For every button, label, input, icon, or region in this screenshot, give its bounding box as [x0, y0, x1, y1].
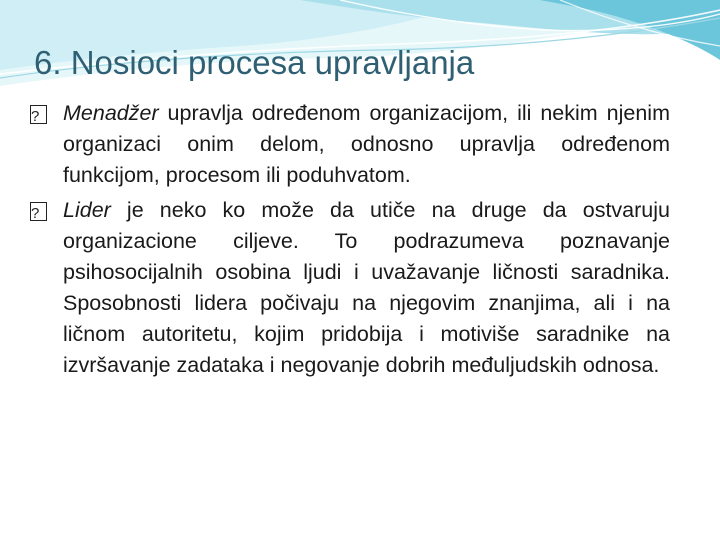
term-lider: Lider	[63, 198, 111, 222]
bullet-item-lider	[30, 195, 670, 381]
slide-title: 6. Nosioci procesa upravljanja	[34, 44, 475, 81]
slide-body	[30, 98, 670, 381]
bullet-item-menadzer	[30, 98, 670, 191]
missing-glyph-bullet-icon	[30, 202, 47, 221]
bullet-text-menadzer: upravlja određenom organizacijom, ili nekim njenim organizaci onim delom, odnosno upravlja određenom funkcijom, procesom ili poduhvatom.	[63, 101, 670, 187]
term-menadzer: Menadžer	[63, 101, 159, 125]
bullet-text-lider: je neko ko može da utiče na druge da ostvaruju organizacione ciljeve. To podrazumeva poznavanje psihosocijalnih osobina ljudi i uvažavanje ličnosti saradnika. Sposobnosti lidera počivaju na njegovim znanjima, ali i na ličnom autoritetu, kojim pridobija i motiviše saradnike na izvršavanje zadataka i negovanje dobrih međuljudskih odnosa.	[63, 198, 670, 377]
missing-glyph-bullet-icon	[30, 105, 47, 124]
